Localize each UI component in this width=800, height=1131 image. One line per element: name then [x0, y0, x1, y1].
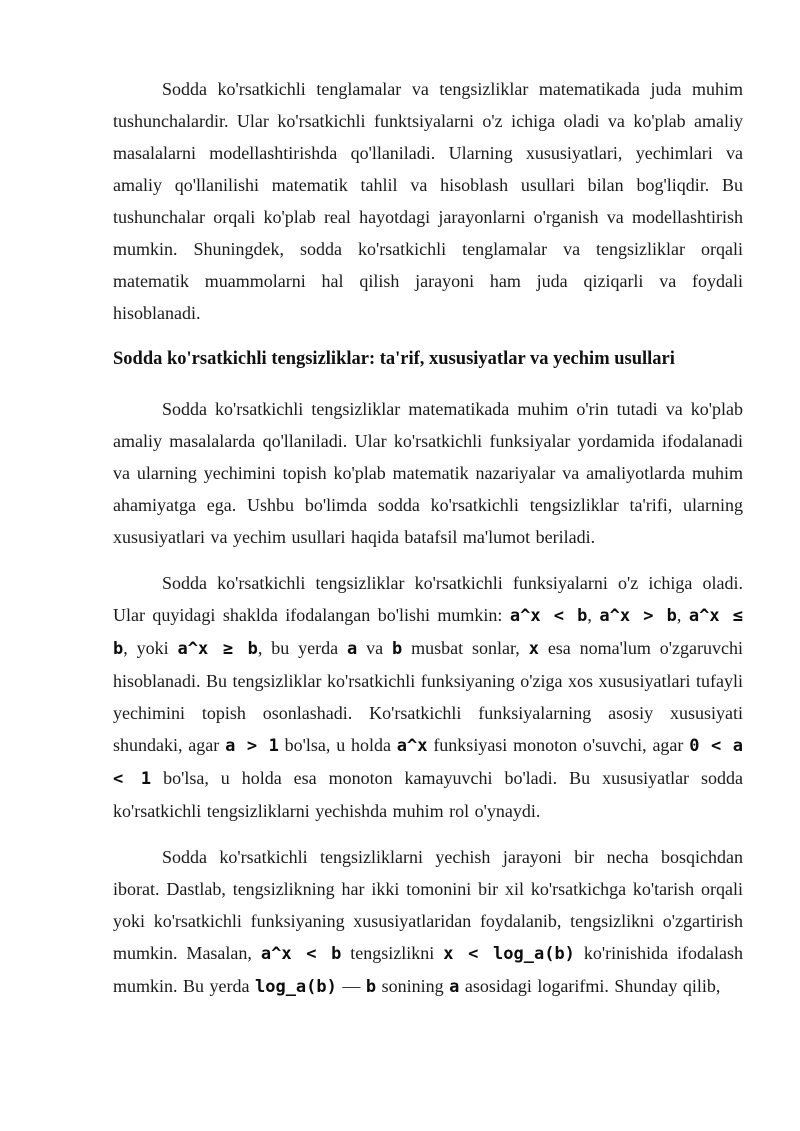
body-paragraph [113, 393, 743, 553]
text-segment: va [357, 638, 393, 658]
math-expression: x < log_a(b) [443, 944, 575, 964]
math-expression: a^x < b [509, 606, 588, 626]
text-segment: tengsizlikni [341, 943, 444, 963]
text-segment: , bu yerda [257, 638, 348, 658]
math-expression: a^x < b [260, 944, 342, 964]
math-expression: x [528, 639, 539, 659]
text-segment: , [676, 605, 689, 625]
math-expression: a^x [396, 736, 428, 756]
text-segment: musbat sonlar, [402, 638, 529, 658]
text-segment: Sodda ko'rsatkichli tengsizliklar: ta'rif, xususiyatlar va yechim usullari [113, 349, 675, 369]
text-segment: ko'rinishida ifodalash mumkin. Bu yerda [113, 943, 743, 996]
text-segment: bo'lsa, u holda esa monoton kamayuvchi bo'ladi. Bu xususiyatlar sodda ko'rsatkichli tengsizliklarni yechishda muhim rol o'ynaydi. [113, 768, 743, 821]
text-segment: Sodda ko'rsatkichli tenglamalar va tengsizliklar matematikada juda muhim tushunchalardir. Ular ko'rsatkichli funktsiyalarni o'z ichiga oladi va ko'plab amaliy masalalarni modellashtirishda qo'llaniladi. Ularning xususiyatlari, yechimlari va amaliy qo'llanilishi matematik tahlil va hisoblash usullari bilan bog'liqdir. Bu tushunchalar orqali ko'plab real hayotdagi jarayonlarni o'rganish va modellashtirish mumkin. Shuningdek, sodda ko'rsatkichli tenglamalar va tengsizliklar orqali matematik muammolarni hal qilish jarayoni ham juda qiziqarli va foydali hisoblanadi. [113, 79, 743, 323]
math-expression: a [449, 977, 460, 997]
math-expression: 0 < a < 1 [113, 736, 743, 789]
text-segment: Sodda ko'rsatkichli tengsizliklarni yechish jarayoni bir necha bosqichdan iborat. Dastlab, tengsizlikning har ikki tomonini bir xil ko'rsatkichga ko'tarish orqali yoki ko'rsatkichli funksiyaning xususiyatlaridan foydalanib, tengsizlikni o'zgartirish mumkin. Masalan, [113, 847, 743, 963]
math-expression: a^x > b [599, 606, 677, 626]
math-expression: a > 1 [225, 736, 279, 756]
math-expression: a^x ≤ b [113, 606, 743, 659]
math-expression: b [365, 977, 377, 997]
text-segment: Sodda ko'rsatkichli tengsizliklar matematikada muhim o'rin tutadi va ko'plab amaliy masalalarda qo'llaniladi. Ular ko'rsatkichli funksiyalar yordamida ifodalanadi va ularning yechimini topish ko'plab matematik nazariyalar va amaliyotlarda muhim ahamiyatga ega. Ushbu bo'limda sodda ko'rsatkichli tengsizliklar ta'rifi, ularning xususiyatlari va yechim usullari haqida batafsil ma'lumot beriladi. [113, 399, 743, 547]
text-segment: bo'lsa, u holda [278, 735, 397, 755]
text-segment: funksiyasi monoton o'suvchi, agar [427, 735, 690, 755]
math-expression: b [392, 639, 403, 659]
document-content [113, 73, 743, 1017]
section-heading [113, 343, 743, 375]
text-segment: Sodda ko'rsatkichli tengsizliklar ko'rsatkichli funksiyalarni o'z ichiga oladi. Ular quyidagi shaklda ifodalangan bo'lishi mumkin: [113, 573, 743, 625]
body-paragraph [113, 567, 743, 827]
text-segment: , [587, 605, 600, 625]
math-expression: a [347, 639, 358, 659]
math-expression: log_a(b) [254, 977, 337, 997]
text-segment: sonining [376, 976, 450, 996]
text-segment: esa noma'lum o'zgaruvchi hisoblanadi. Bu tengsizliklar ko'rsatkichli funksiyaning o'ziga xos xususiyatlari tufayli yechimini topish osonlashadi. Ko'rsatkichli funksiyalarning asosiy xususiyati shundaki, agar [113, 638, 743, 755]
text-segment: — [336, 976, 366, 996]
text-segment: , yoki [123, 638, 178, 658]
body-paragraph [113, 841, 743, 1003]
text-segment: asosidagi logarifmi. Shunday qilib, [459, 976, 721, 996]
math-expression: a^x ≥ b [177, 639, 258, 659]
body-paragraph [113, 73, 743, 329]
